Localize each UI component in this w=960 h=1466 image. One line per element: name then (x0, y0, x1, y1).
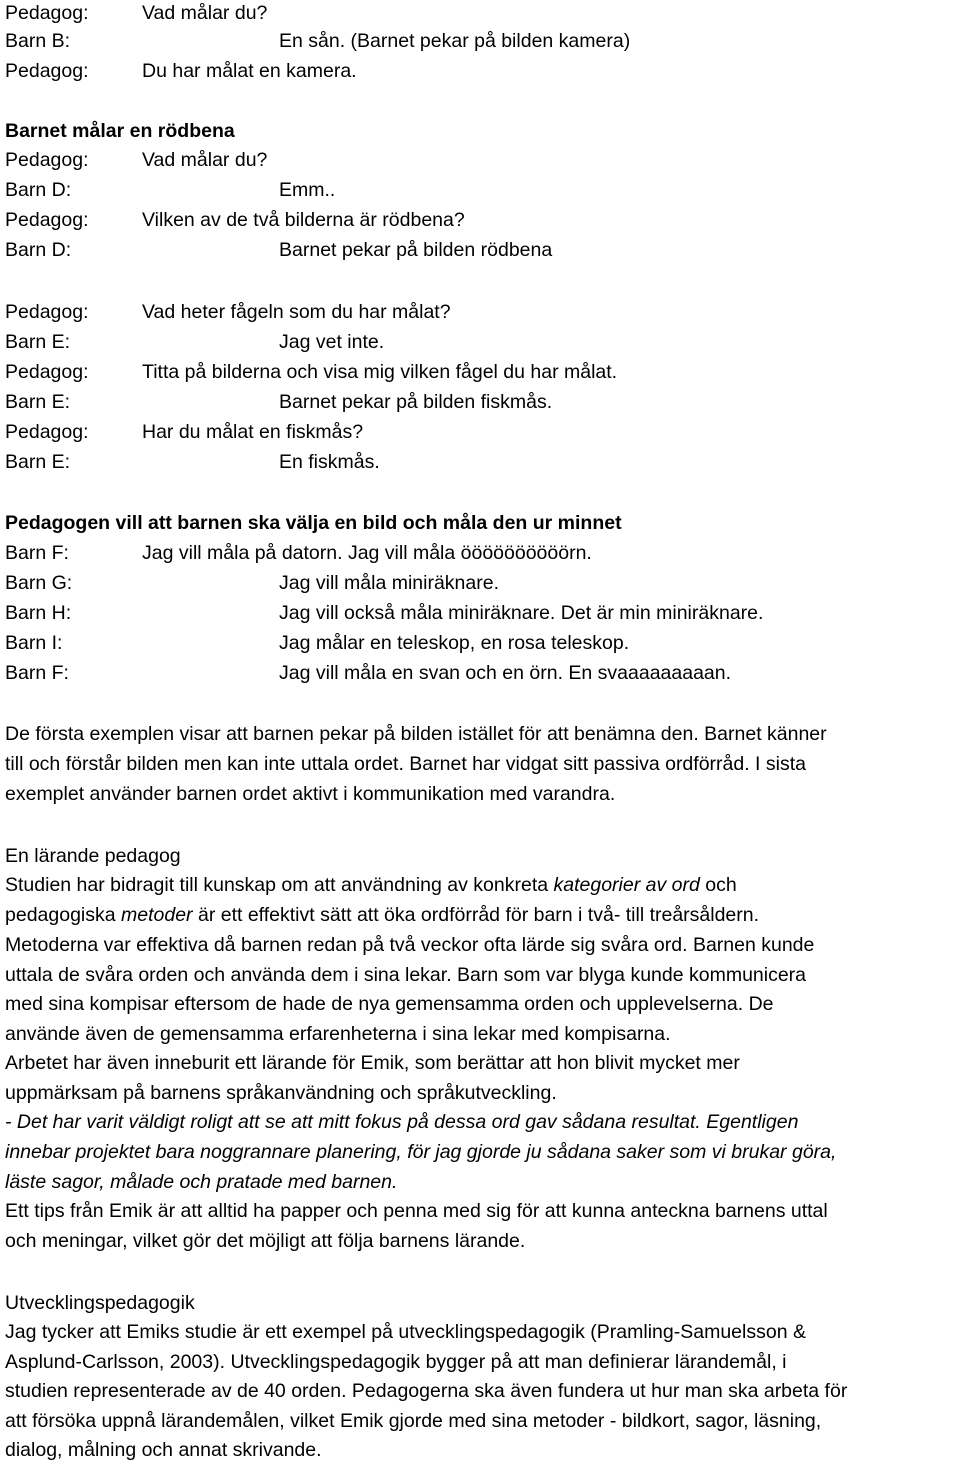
paragraph-line: Arbetet har även inneburit ett lärande för Emik, som berättar att hon blivit mycket mer (5, 1052, 740, 1074)
section-heading: Pedagogen vill att barnen ska välja en bild och måla den ur minnet (5, 512, 622, 534)
utterance: Jag vill måla en svan och en örn. En svaaaaaaaaan. (279, 662, 732, 684)
speaker: Barn F: (5, 662, 69, 684)
speaker: Pedagog: (5, 301, 89, 323)
speaker: Pedagog: (5, 149, 89, 171)
paragraph-line: dialog, målning och annat skrivande. (5, 1439, 322, 1461)
speaker: Barn I: (5, 632, 63, 654)
paragraph-line: med sina kompisar eftersom de hade de nya gemensamma orden och upplevelserna. De (5, 993, 774, 1015)
paragraph-line: använde även de gemensamma erfarenheterna i sina lekar med kompisarna. (5, 1023, 671, 1045)
paragraph-line: Ett tips från Emik är att alltid ha papper och penna med sig för att kunna anteckna barnens uttal (5, 1200, 828, 1222)
text-run: och (699, 874, 737, 896)
emphasis: kategorier av ord (553, 874, 700, 896)
paragraph-line: och meningar, vilket gör det möjligt att följa barnens lärande. (5, 1230, 526, 1252)
paragraph-line (5, 903, 759, 927)
section-heading: Utvecklingspedagogik (5, 1292, 195, 1314)
paragraph-line: studien representerade av de 40 orden. Pedagogerna ska även fundera ut hur man ska arbeta för (5, 1380, 848, 1402)
utterance: Jag vill måla på datorn. Jag vill måla öööööööööörn. (142, 542, 592, 564)
utterance: Titta på bilderna och visa mig vilken fågel du har målat. (142, 361, 618, 383)
paragraph-line: Metoderna var effektiva då barnen redan på två veckor ofta lärde sig svåra ord. Barnen kunde (5, 934, 815, 956)
speaker: Barn E: (5, 391, 71, 413)
utterance: Vad målar du? (142, 149, 268, 171)
speaker: Pedagog: (5, 421, 89, 443)
utterance: Jag målar en teleskop, en rosa teleskop. (279, 632, 630, 654)
utterance: Jag vill måla miniräknare. (279, 572, 499, 594)
paragraph-line: till och förstår bilden men kan inte uttala ordet. Barnet har vidgat sitt passiva ordförråd. I sista (5, 753, 806, 775)
utterance: En fiskmås. (279, 451, 380, 473)
section-heading: En lärande pedagog (5, 845, 181, 867)
utterance: Du har målat en kamera. (142, 60, 357, 82)
speaker: Barn F: (5, 542, 69, 564)
utterance: Emm.. (279, 179, 336, 201)
speaker: Barn B: (5, 30, 71, 52)
speaker: Pedagog: (5, 2, 89, 24)
speaker: Barn E: (5, 331, 71, 353)
quote-line: läste sagor, målade och pratade med barnen. (5, 1171, 398, 1193)
paragraph-line: Jag tycker att Emiks studie är ett exempel på utvecklingspedagogik (Pramling-Samuelsson & (5, 1321, 806, 1343)
utterance: Jag vill också måla miniräknare. Det är min miniräknare. (279, 602, 764, 624)
text-run: är ett effektivt sätt att öka ordförråd för barn i två- till treårsåldern. (192, 904, 760, 926)
utterance: Vad heter fågeln som du har målat? (142, 301, 451, 323)
speaker: Barn E: (5, 451, 71, 473)
section-heading: Barnet målar en rödbena (5, 120, 235, 142)
emphasis: metoder (121, 904, 193, 926)
paragraph-line: exemplet använder barnen ordet aktivt i kommunikation med varandra. (5, 783, 616, 805)
quote-line: - Det har varit väldigt roligt att se att mitt fokus på dessa ord gav sådana resultat. Egentligen (5, 1111, 799, 1133)
paragraph-line: uppmärksam på barnens språkanvändning och språkutveckling. (5, 1082, 557, 1104)
paragraph-line: att försöka uppnå lärandemålen, vilket Emik gjorde med sina metoder - bildkort, sagor, läsning, (5, 1410, 822, 1432)
text-run: pedagogiska (5, 904, 122, 926)
quote-line: innebar projektet bara noggrannare planering, för jag gjorde ju sådana saker som vi brukar göra, (5, 1141, 837, 1163)
paragraph-line: uttala de svåra orden och använda dem i sina lekar. Barn som var blyga kunde kommunicera (5, 964, 807, 986)
paragraph-line: De första exemplen visar att barnen pekar på bilden istället för att benämna den. Barnet känner (5, 723, 827, 745)
utterance: Vad målar du? (142, 2, 268, 24)
utterance: Barnet pekar på bilden rödbena (279, 239, 553, 261)
speaker: Pedagog: (5, 361, 89, 383)
speaker: Barn H: (5, 602, 72, 624)
paragraph-line: Asplund-Carlsson, 2003). Utvecklingspedagogik bygger på att man definierar lärandemål, i (5, 1351, 787, 1373)
paragraph-line (5, 873, 737, 897)
text-run: Studien har bidragit till kunskap om att användning av konkreta (5, 874, 554, 896)
speaker: Pedagog: (5, 209, 89, 231)
speaker: Barn G: (5, 572, 73, 594)
utterance: Barnet pekar på bilden fiskmås. (279, 391, 553, 413)
utterance: En sån. (Barnet pekar på bilden kamera) (279, 30, 631, 52)
utterance: Jag vet inte. (279, 331, 385, 353)
utterance: Vilken av de två bilderna är rödbena? (142, 209, 465, 231)
speaker: Pedagog: (5, 60, 89, 82)
speaker: Barn D: (5, 179, 72, 201)
utterance: Har du målat en fiskmås? (142, 421, 364, 443)
speaker: Barn D: (5, 239, 72, 261)
